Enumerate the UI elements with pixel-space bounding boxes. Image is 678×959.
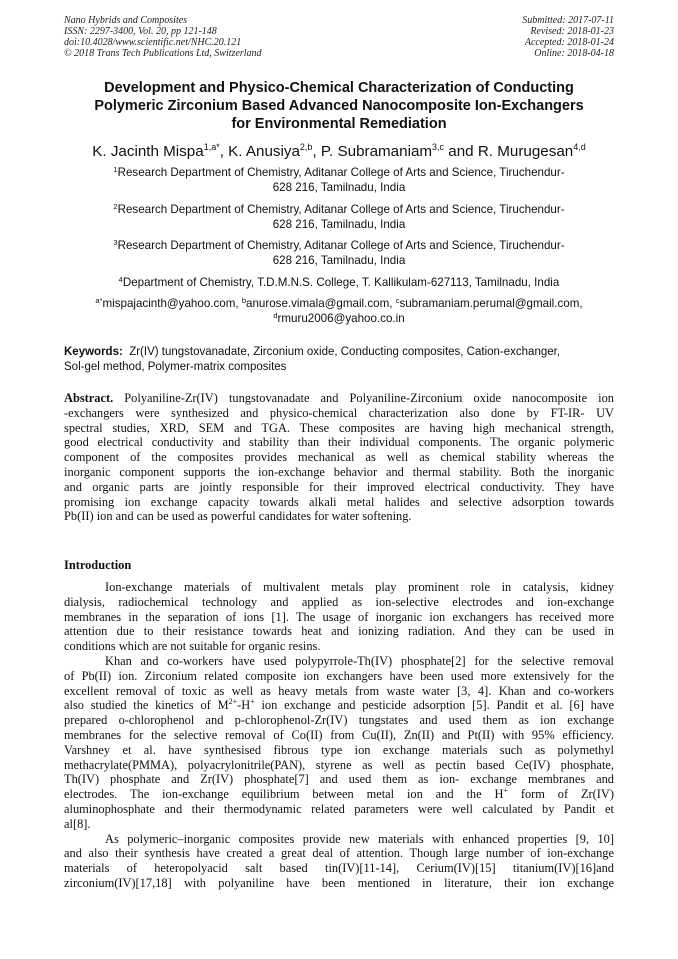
affiliation-1 <box>40 166 638 195</box>
body-line: As polymeric–inorganic composites provide new materials with enhanced properties [9, 10] <box>105 831 614 846</box>
abstract-line: good electrical conductivity and stability than their individual components. The organic polymeric <box>64 435 614 450</box>
email-link[interactable]: rmuru2006@yahoo.co.in <box>277 311 405 325</box>
charge-superscript: + <box>503 786 508 796</box>
submission-dates <box>522 15 614 59</box>
author-emails <box>40 297 638 326</box>
author-affiliation-mark: 3,c <box>432 142 445 152</box>
abstract-line: inorganic component supports the ion-exchange behavior and thermal stability. Both the inorganic <box>64 464 614 479</box>
email-mark: b <box>241 296 247 305</box>
email-link[interactable]: anurose.vimala@gmail.com, <box>246 297 396 310</box>
body-line: prepared o-chlorophenol and p-chlorophenol-Zr(IV) tungstates and used them as ion exchange <box>64 713 614 728</box>
journal-name: Nano Hybrids and Composites <box>64 15 188 26</box>
title-line: Polymeric Zirconium Based Advanced Nanocomposite Ion-Exchangers <box>94 98 584 114</box>
affiliation-text: Department of Chemistry, T.D.M.N.S. College, T. Kallikulam-627113, Tamilnadu, India <box>122 276 560 289</box>
keywords-block <box>64 345 614 375</box>
body-text: form of Zr(IV) <box>507 787 614 802</box>
abstract-label: Abstract. <box>64 391 114 405</box>
author-name: K. Anusiya <box>228 143 300 160</box>
body-text: also studied the kinetics of M <box>64 698 229 713</box>
journal-copyright: © 2018 Trans Tech Publications Ltd, Switzerland <box>64 48 262 59</box>
body-text: electrodes. The ion-exchange equilibrium between metal ion and the H <box>64 787 504 802</box>
online-date: Online: 2018-04-18 <box>534 48 614 59</box>
charge-superscript: 2+ <box>228 697 238 707</box>
affiliation-text: 628 216, Tamilnadu, India <box>272 253 406 267</box>
charge-superscript: + <box>250 697 255 707</box>
email-mark: d <box>273 310 278 320</box>
accepted-date: Accepted: 2018-01-24 <box>524 37 614 48</box>
affiliation-text: Research Department of Chemistry, Aditanar College of Arts and Science, Tiruchendur- <box>117 166 565 179</box>
email-link[interactable]: mispajacinth@yahoo.com, <box>102 297 242 310</box>
body-text: ion exchange and pesticide adsorption [5]. Pandit et al. [6] have <box>254 698 614 713</box>
abstract-text: Polyaniline-Zr(IV) tungstovanadate and Polyaniline-Zirconium oxide nanocomposite ion <box>113 391 614 405</box>
affiliation-text: 628 216, Tamilnadu, India <box>272 180 406 194</box>
body-line: aluminophosphate and their thermodynamic related parameters were well calculated by Pandit et <box>64 801 614 816</box>
email-mark: c <box>395 296 400 305</box>
title-line: for Environmental Remediation <box>231 116 447 132</box>
body-line: excellent removal of toxic as well as heavy metals from waste water [3, 4]. Khan and co-workers <box>64 683 614 698</box>
author-affiliation-mark: 2,b <box>299 142 313 152</box>
abstract-line: spectral studies, XRD, SEM and TGA. These composites are having high mechanical strength, <box>64 420 614 435</box>
author-affiliation-mark: 1,a* <box>203 142 220 152</box>
body-line: zirconium(IV)[17,18] with polyaniline have been mentioned in literature, their ion exchange <box>64 875 614 890</box>
abstract-line <box>64 391 614 406</box>
author-separator: and <box>444 143 478 160</box>
abstract-block <box>64 391 614 524</box>
author-name: R. Murugesan <box>477 143 574 160</box>
body-line: Th(IV) phosphate and Zr(IV) phosphate[7] and used them as ion- exchange membranes and <box>64 772 614 787</box>
affiliation-number: 2 <box>113 202 118 211</box>
abstract-line: Pb(II) ion and can be used as powerful candidates for water softening. <box>64 509 412 524</box>
author-separator: , <box>219 143 229 160</box>
affiliation-text: Research Department of Chemistry, Aditanar College of Arts and Science, Tiruchendur- <box>117 203 565 216</box>
author-name: K. Jacinth Mispa <box>92 143 204 160</box>
affiliation-number: 3 <box>113 238 118 247</box>
body-text: -H <box>237 698 251 713</box>
body-line: al[8]. <box>64 816 91 831</box>
journal-info <box>64 15 262 59</box>
journal-issn: ISSN: 2297-3400, Vol. 20, pp 121-148 <box>64 26 217 37</box>
body-line <box>64 698 614 713</box>
affiliation-text: 628 216, Tamilnadu, India <box>272 217 406 231</box>
affiliation-number: 1 <box>113 165 118 174</box>
body-line: Khan and co-workers have used polypyrrole-Th(IV) phosphate[2] for the selective removal <box>105 653 614 668</box>
keywords-text: Zr(IV) tungstovanadate, Zirconium oxide, Conducting composites, Cation-exchanger, <box>129 346 561 358</box>
body-line: Varshney et al. have synthesised fibrous type ion exchange materials such as polymethyl <box>64 742 614 757</box>
body-line: membranes in the separation of ions [1]. The usage of inorganic ion exchangers has received more <box>64 609 614 624</box>
abstract-line: -exchangers were synthesized and physico-chemical characterization also done by FT-IR- UV <box>64 405 614 420</box>
affiliation-2 <box>40 203 638 232</box>
introduction-body <box>64 580 614 891</box>
revised-date: Revised: 2018-01-23 <box>530 26 614 37</box>
body-line: methacrylate(PMMA), polyacrylonitrile(PAN), styrene as well as pectin based Ce(IV) phosphate, <box>64 757 614 772</box>
affiliation-text: Research Department of Chemistry, Aditanar College of Arts and Science, Tiruchendur- <box>117 239 565 252</box>
author-affiliation-mark: 4,d <box>573 142 586 152</box>
affiliation-3 <box>40 239 638 268</box>
email-mark: a* <box>95 296 103 305</box>
abstract-line: component of the composites provides mechanical as well as chemical stability whereas the <box>64 450 614 465</box>
abstract-line: and organic parts are jointly responsible for their improved electrical conductivity. They have <box>64 479 614 494</box>
body-line: and also their synthesis have created a great deal of attention. Though large number of ion-exchange <box>64 846 614 861</box>
submitted-date: Submitted: 2017-07-11 <box>522 15 614 26</box>
body-line: of Pb(II) ion. Zirconium related composite ion exchangers have been used more extensively for the <box>64 668 614 683</box>
title-line: Development and Physico-Chemical Characterization of Conducting <box>104 80 574 96</box>
author-name: P. Subramaniam <box>320 143 433 160</box>
body-line: membranes for the selective removal of Co(II) from Cu(II), Zn(II) and Pt(II) with 95% efficiency. <box>64 727 614 742</box>
body-line: materials of heteropolyacid salt based tin(IV)[11-14], Cerium(IV)[15] titanium(IV)[16]and <box>64 861 614 876</box>
body-line: Ion-exchange materials of multivalent metals play prominent role in catalysis, kidney <box>105 580 614 594</box>
body-line: conditions which are not suitable for organic resins. <box>64 639 321 654</box>
section-heading-introduction: Introduction <box>64 558 132 572</box>
journal-doi: doi:10.4028/www.scientific.net/NHC.20.121 <box>64 37 242 48</box>
email-link[interactable]: subramaniam.perumal@gmail.com, <box>399 297 583 310</box>
abstract-line: promising ion exchange capacity towards alkali metal halides and selective adsorption towards <box>64 494 614 509</box>
keywords-text: Sol-gel method, Polymer-matrix composites <box>64 361 287 373</box>
body-line: dialysis, radiochemical technology and applied as ion-selective electrodes and ion-exchange <box>64 594 614 609</box>
author-separator: , <box>312 143 321 160</box>
body-line <box>64 787 614 802</box>
keywords-label: Keywords: <box>64 346 123 358</box>
paper-title <box>40 79 638 133</box>
affiliation-number: 4 <box>118 275 123 284</box>
author-list <box>20 142 658 162</box>
body-line: attention due to their resistance towards heat and ionizing radiation. And they can be used in <box>64 624 614 639</box>
affiliation-4 <box>40 276 638 291</box>
